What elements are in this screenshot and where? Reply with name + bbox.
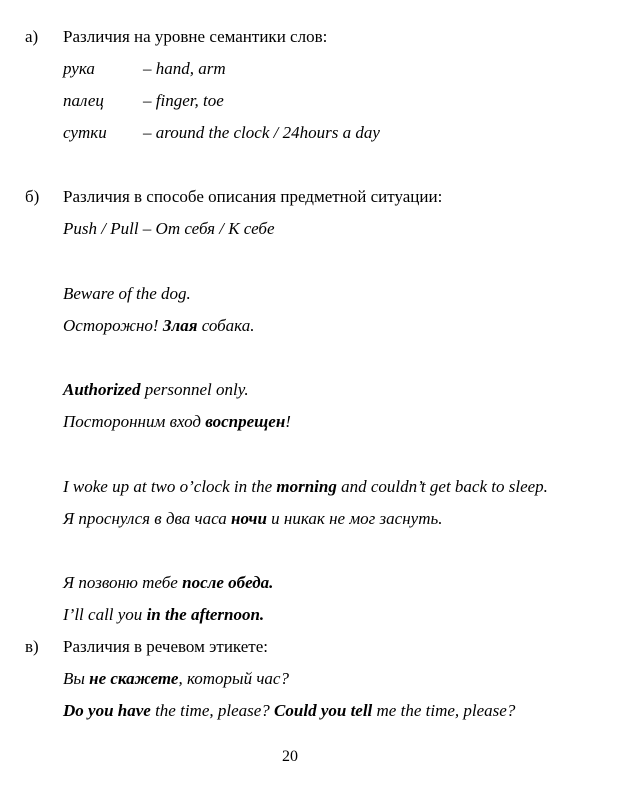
- word-ruka: рука: [63, 59, 95, 78]
- emphasis: после обеда.: [182, 573, 274, 592]
- etiquette-ru: Вы не скажете, который час?: [63, 669, 289, 688]
- section-a-heading: Различия на уровне семантики слов:: [63, 27, 328, 46]
- word-palets: палец: [63, 91, 104, 110]
- page-number: 20: [282, 748, 298, 765]
- section-a-marker: а): [25, 27, 39, 46]
- example-3-en: I woke up at two o’clock in the morning and couldn’t get back to sleep.: [63, 477, 548, 496]
- emphasis: Authorized: [63, 380, 141, 399]
- example-2-ru: Посторонним вход воспрещен!: [63, 412, 291, 431]
- emphasis: воспрещен: [205, 412, 286, 431]
- emphasis: morning: [276, 477, 337, 496]
- example-2-en: Authorized personnel only.: [63, 380, 249, 399]
- emphasis: Do you have: [63, 701, 151, 720]
- section-b-heading: Различия в способе описания предметной ситуации:: [63, 187, 443, 206]
- example-1-ru: Осторожно! Злая собака.: [63, 316, 255, 335]
- push-pull-example: Push / Pull – От себя / К себе: [63, 219, 275, 238]
- section-b-marker: б): [25, 187, 40, 206]
- emphasis: ночи: [231, 509, 267, 528]
- gloss-sutki: – around the clock / 24hours a day: [143, 123, 380, 142]
- emphasis: Злая: [162, 316, 198, 335]
- example-3-ru: Я проснулся в два часа ночи и никак не мог заснуть.: [63, 509, 443, 528]
- etiquette-en: Do you have the time, please? Could you tell me the time, please?: [63, 701, 516, 720]
- emphasis: не скажете: [89, 669, 179, 688]
- section-v-marker: в): [25, 637, 39, 656]
- section-v-heading: Различия в речевом этикете:: [63, 637, 269, 656]
- word-sutki: сутки: [63, 123, 107, 142]
- emphasis: in the afternoon.: [146, 605, 265, 624]
- example-4-en: I’ll call you in the afternoon.: [63, 605, 265, 624]
- example-4-ru: Я позвоню тебе после обеда.: [63, 573, 274, 592]
- emphasis: Could you tell: [274, 701, 373, 720]
- gloss-palets: – finger, toe: [143, 91, 224, 110]
- gloss-ruka: – hand, arm: [143, 59, 226, 78]
- example-1-en: Beware of the dog.: [63, 284, 191, 303]
